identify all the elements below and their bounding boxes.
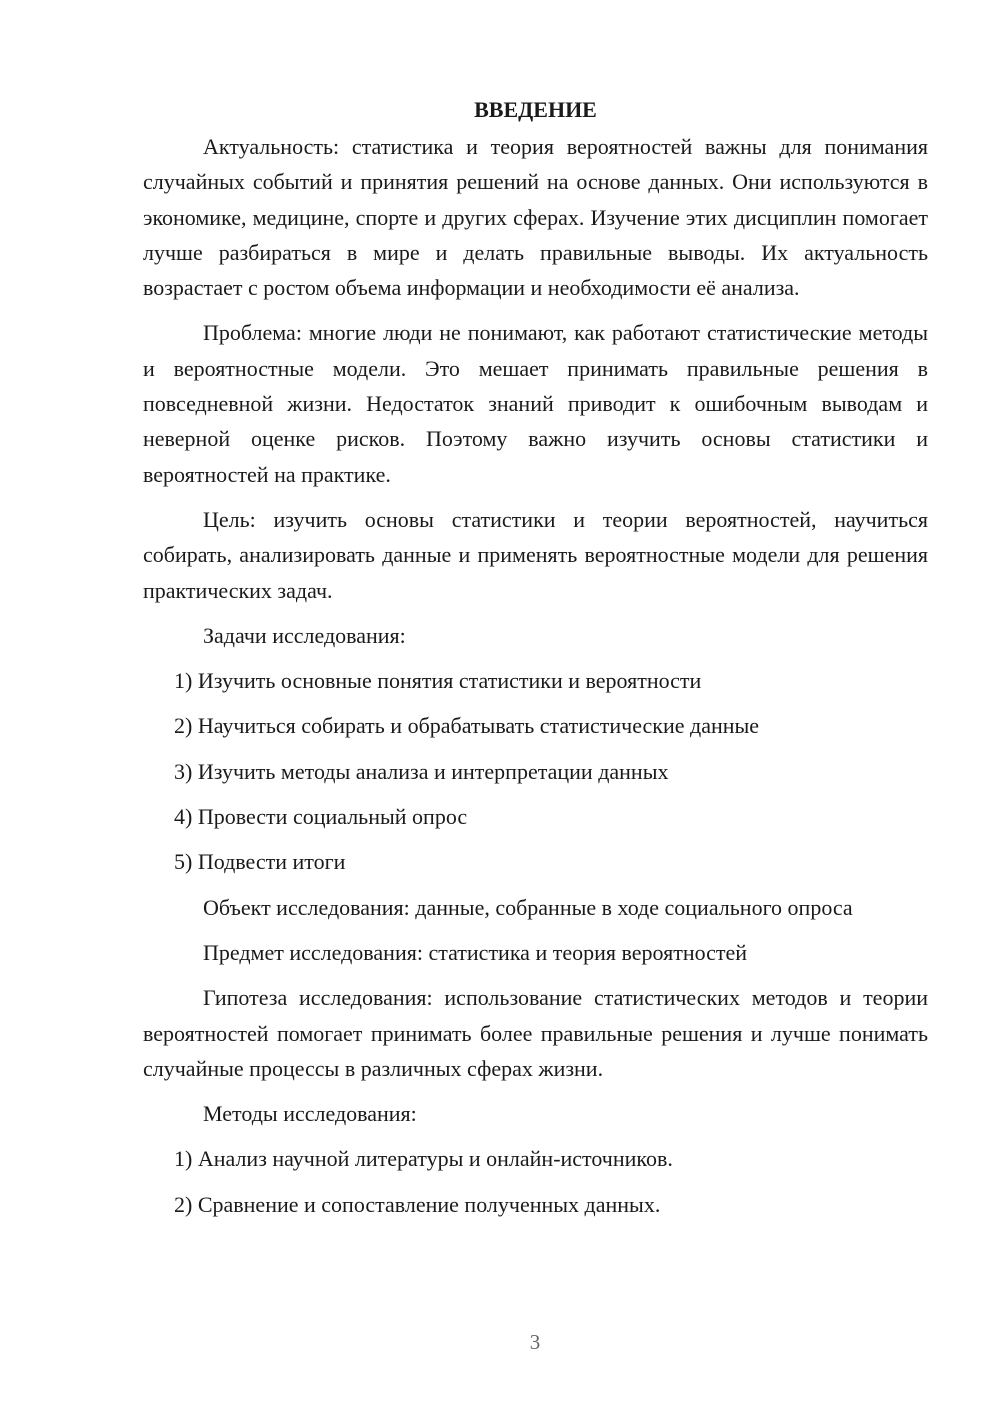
task-item: 1) Изучить основные понятия статистики и вероятности — [174, 668, 702, 694]
method-item: 2) Сравнение и сопоставление полученных данных. — [174, 1191, 661, 1217]
section-title: ВВЕДЕНИЕ — [474, 97, 597, 122]
task-item: 5) Подвести итоги — [174, 849, 346, 875]
tasks-heading: Задачи исследования: — [203, 622, 406, 648]
subject-paragraph: Предмет исследования: статистика и теория вероятностей — [203, 939, 748, 965]
task-item: 4) Провести социальный опрос — [174, 804, 468, 830]
methods-heading: Методы исследования: — [203, 1101, 417, 1127]
task-item: 3) Изучить методы анализа и интерпретации данных — [174, 758, 669, 784]
relevance-paragraph: Актуальность: статистика и теория вероятностей важны для понимания случайных событий и принятия решений на основе данных. Они используются в экономике, медицине, спорте и других сферах. Изучение этих дисциплин помогает лучше разбираться в мире и делать правильные выводы. Их актуальность возрастает с ростом объема информации и необходимости её анализа. — [143, 134, 928, 301]
problem-paragraph: Проблема: многие люди не понимают, как работают статистические методы и вероятностные модели. Это мешает принимать правильные решения в повседневной жизни. Недостаток знаний приводит к ошибочным выводам и неверной оценке рисков. Поэтому важно изучить основы статистики и вероятностей на практике. — [143, 320, 928, 487]
document-page — [143, 92, 928, 1222]
page-number: 3 — [529, 1330, 541, 1354]
hypothesis-paragraph: Гипотеза исследования: использование статистических методов и теории вероятностей помогает принимать более правильные решения и лучше понимать случайные процессы в различных сферах жизни. — [143, 985, 928, 1081]
method-item: 1) Анализ научной литературы и онлайн-источников. — [174, 1146, 673, 1172]
task-item: 2) Научиться собирать и обрабатывать статистические данные — [174, 713, 760, 739]
goal-paragraph: Цель: изучить основы статистики и теории вероятностей, научиться собирать, анализировать данные и применять вероятностные модели для решения практических задач. — [143, 506, 928, 603]
object-paragraph: Объект исследования: данные, собранные в ходе социального опроса — [203, 894, 853, 920]
